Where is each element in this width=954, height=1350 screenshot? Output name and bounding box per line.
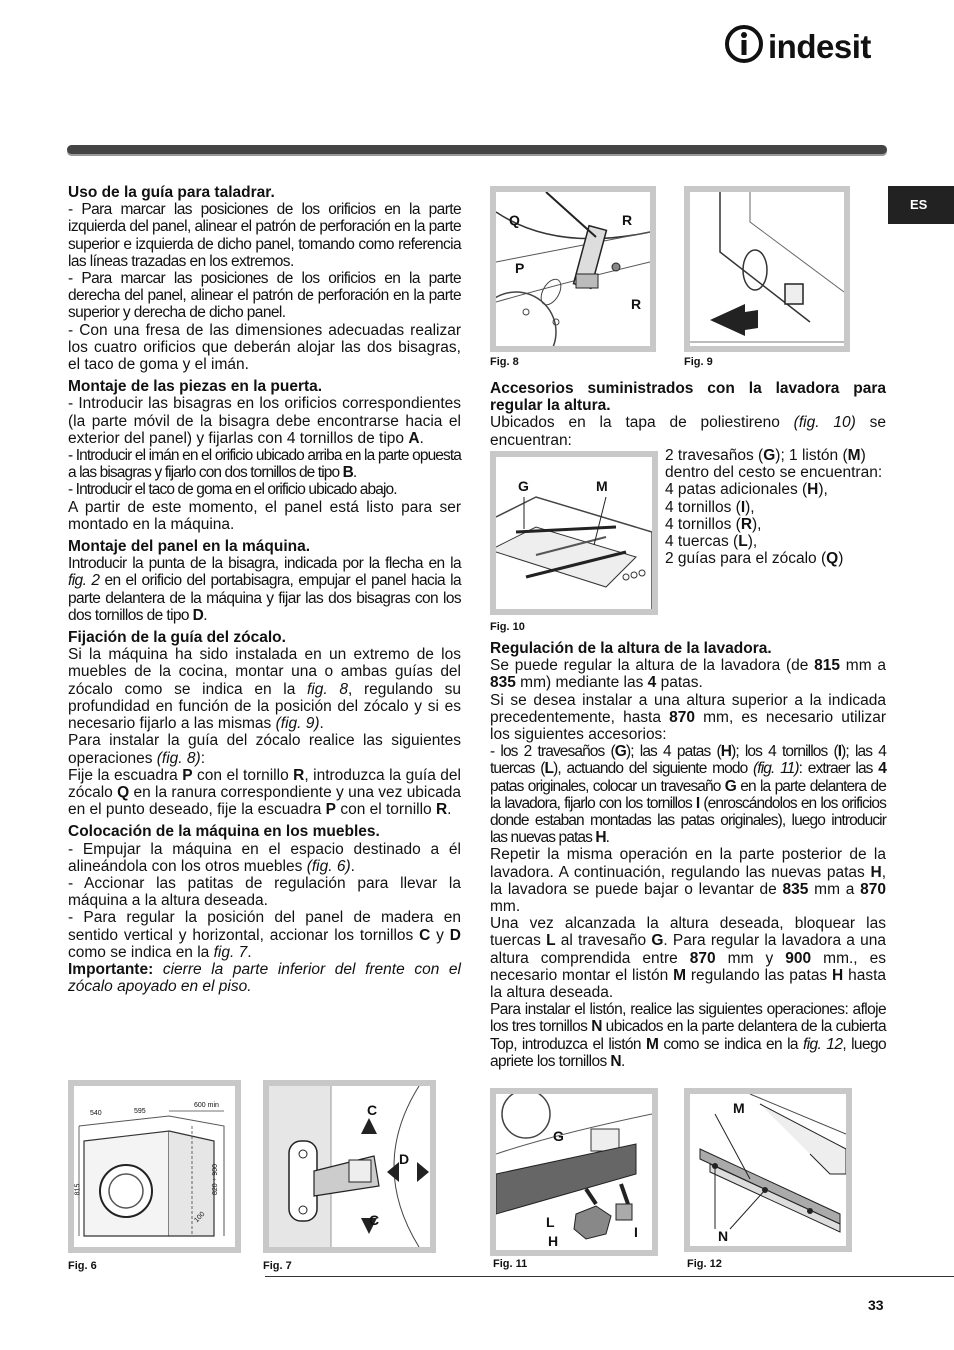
figure-caption: Fig. 6 — [68, 1260, 97, 1272]
label-g: G — [553, 1128, 564, 1144]
height-regulation-section — [490, 640, 886, 1070]
paragraph: Repetir la misma operación en la parte posterior de la lavadora. A continuación, regulando las nuevas patas H, la lavadora se puede bajar o levantar de 835 mm a 870 mm. — [490, 846, 886, 916]
paragraph: - Empujar la máquina en el espacio destinado a él alineándola con los otros muebles (fig. 6). — [68, 840, 461, 875]
list-item: 2 travesaños (G); 1 listón (M) — [665, 447, 866, 464]
strip-mounting-illustration — [690, 1094, 846, 1246]
crosspiece-mounting-illustration — [496, 1094, 652, 1250]
label-r: R — [631, 296, 642, 312]
label-n: N — [718, 1228, 729, 1244]
paragraph: - Para regular la posición del panel de madera en sentido vertical y horizontal, accionar los tornillos C y D como se indica en la fig. 7. — [68, 909, 461, 961]
figure-caption: Fig. 9 — [684, 356, 713, 368]
figure-caption: Fig. 12 — [687, 1258, 722, 1270]
label-m: M — [733, 1100, 745, 1116]
dimension-label: 820 ÷ 900 — [212, 1163, 220, 1196]
paragraph: A partir de este momento, el panel está listo para ser montado en la máquina. — [68, 498, 461, 533]
label-p: P — [515, 260, 525, 276]
paragraph: - Para marcar las posiciones de los orificios en la parte derecha del panel, alinear el patrón de perforación en la parte superior y derecha de dicho panel. — [68, 270, 461, 322]
header-divider — [67, 145, 887, 154]
paragraph: Introducir la punta de la bisagra, indicada por la flecha en la fig. 2 en el orificio del portabisagra, empujar el panel hacia la parte delantera de la máquina y fijar las dos bisagras con los dos tornillos de tipo D. — [68, 555, 461, 624]
figure-caption: Fig. 8 — [490, 356, 519, 368]
section-title: Colocación de la máquina en los muebles. — [68, 823, 380, 841]
language-tab: ES — [888, 186, 954, 224]
figure-7 — [263, 1080, 436, 1253]
paragraph: Una vez alcanzada la altura deseada, bloquear las tuercas L al travesaño G. Para regular la lavadora a una altura comprendida entre 870 mm y 900 mm., es necesario montar el listón M regulando las patas H hasta la altura deseada. — [490, 915, 887, 1002]
figure-10 — [490, 451, 658, 615]
brand-name: indesit — [768, 28, 871, 65]
paragraph: Para instalar el listón, realice las siguientes operaciones: afloje los tres tornillos N ubicados en la parte delantera de la cubierta Top, introduzca el listón M como se indica en la fig. 12, luego apriete los tornillos N. — [490, 1001, 887, 1070]
plinth-fixing-illustration — [690, 192, 844, 346]
label-h: H — [548, 1233, 559, 1249]
list-item: 4 tuercas (L), — [665, 533, 758, 551]
list-item: 4 tornillos (R), — [665, 515, 762, 533]
paragraph: - Introducir el taco de goma en el orificio ubicado abajo. — [68, 481, 397, 499]
indesit-logo-icon — [724, 22, 764, 66]
figure-caption: Fig. 10 — [490, 621, 525, 633]
section-title: Uso de la guía para taladrar. — [68, 184, 275, 201]
figure-12 — [684, 1088, 852, 1252]
figure-6 — [68, 1080, 241, 1253]
dimension-label: 595 — [134, 1108, 146, 1115]
section-title: Fijación de la guía del zócalo. — [68, 629, 286, 647]
section-title: Accesorios suministrados con la lavadora para regular la altura. — [490, 380, 886, 415]
label-c: C — [369, 1212, 380, 1228]
label-q: Q — [509, 212, 520, 228]
paragraph: - Para marcar las posiciones de los orificios en la parte izquierda del panel, alinear el patrón de perforación en la parte superior e izquierda de dicho panel, tomando como referencia las líneas trazadas en los extremos. — [68, 201, 461, 270]
section-title: Montaje del panel en la máquina. — [68, 538, 311, 556]
paragraph: Si se desea instalar a una altura superior a la indicada precedentemente, hasta 870 mm, es necesario utilizar los siguientes accesorios: — [490, 691, 886, 744]
paragraph: Importante: cierre la parte inferior del frente con el zócalo apoyado en el piso. — [68, 960, 461, 996]
label-r: R — [622, 212, 633, 228]
label-d: D — [399, 1151, 410, 1167]
list-item: 2 guías para el zócalo (Q) — [665, 550, 844, 568]
section-title: Montaje de las piezas en la puerta. — [68, 378, 323, 396]
brand-logo — [724, 22, 890, 72]
section-title: Regulación de la altura de la lavadora. — [490, 640, 772, 657]
figure-caption: Fig. 11 — [493, 1258, 528, 1270]
dimension-label: 815 — [74, 1183, 82, 1196]
paragraph: - Introducir el imán en el orificio ubicado arriba en la parte opuesta a las bisagras y fijarlo con dos tornillos de tipo B. — [68, 447, 461, 482]
left-column — [68, 184, 461, 995]
paragraph: Ubicados en la tapa de poliestireno (fig. 10) se encuentran: — [490, 414, 886, 449]
paragraph: Para instalar la guía del zócalo realice las siguientes operaciones (fig. 8): — [68, 732, 461, 767]
label-g: G — [518, 478, 529, 494]
paragraph: Fije la escuadra P con el tornillo R, introduzca la guía del zócalo Q en la ranura correspondiente y una vez ubicada en el punto deseado, fije la escuadra P con el tornillo R. — [68, 766, 461, 819]
figure-caption: Fig. 7 — [263, 1260, 292, 1272]
dimension-label: 540 — [90, 1110, 102, 1117]
paragraph: - los 2 travesaños (G); las 4 patas (H); los 4 tornillos (I); las 4 tuercas (L), actuando del siguiente modo (fig. 11): extraer las 4 patas originales, colocar un travesaño G en la parte delantera de la lavadora, fijarlo con los tornillos I (enroscándolos en los orificios donde estaban montadas las patas originales), luego introducir las nuevas patas H. — [490, 743, 886, 847]
label-m: M — [596, 478, 608, 494]
accessories-list — [665, 447, 890, 567]
footer-divider — [265, 1276, 954, 1277]
dimension-label: 600 min — [194, 1102, 219, 1109]
list-item: dentro del cesto se encuentran: — [665, 464, 883, 482]
figure-11 — [490, 1088, 658, 1256]
paragraph: Se puede regular la altura de la lavadora (de 815 mm a 835 mm) mediante las 4 patas. — [490, 657, 886, 692]
paragraph: Si la máquina ha sido instalada en un extremo de los muebles de la cocina, montar una o ambas guías del zócalo como se indica en la fig. 8, regulando su profundidad en función de la posición del zócalo y si es necesario fijarlo a las mismas (fig. 9). — [68, 646, 461, 733]
dimension-label: 100 — [193, 1210, 207, 1225]
paragraph: - Introducir las bisagras en los orificios correspondientes (la parte móvil de la bisagra debe encontrarse hacia el exterior del panel) y fijarlas con 4 tornillos de tipo A. — [68, 395, 461, 447]
label-l: L — [546, 1214, 555, 1230]
paragraph: - Con una fresa de las dimensiones adecuadas realizar los cuatro orificios que deberán alojar las dos bisagras, el taco de goma y el imán. — [68, 321, 461, 374]
figure-8 — [490, 186, 656, 352]
label-i: I — [634, 1224, 638, 1240]
list-item: 4 patas adicionales (H), — [665, 481, 828, 499]
paragraph: - Accionar las patitas de regulación para llevar la máquina a la altura deseada. — [68, 874, 461, 910]
figure-9 — [684, 186, 850, 352]
accessories-section — [490, 380, 886, 449]
page-number: 33 — [868, 1297, 884, 1313]
list-item: 4 tornillos (I), — [665, 498, 755, 516]
label-c: C — [367, 1102, 378, 1118]
